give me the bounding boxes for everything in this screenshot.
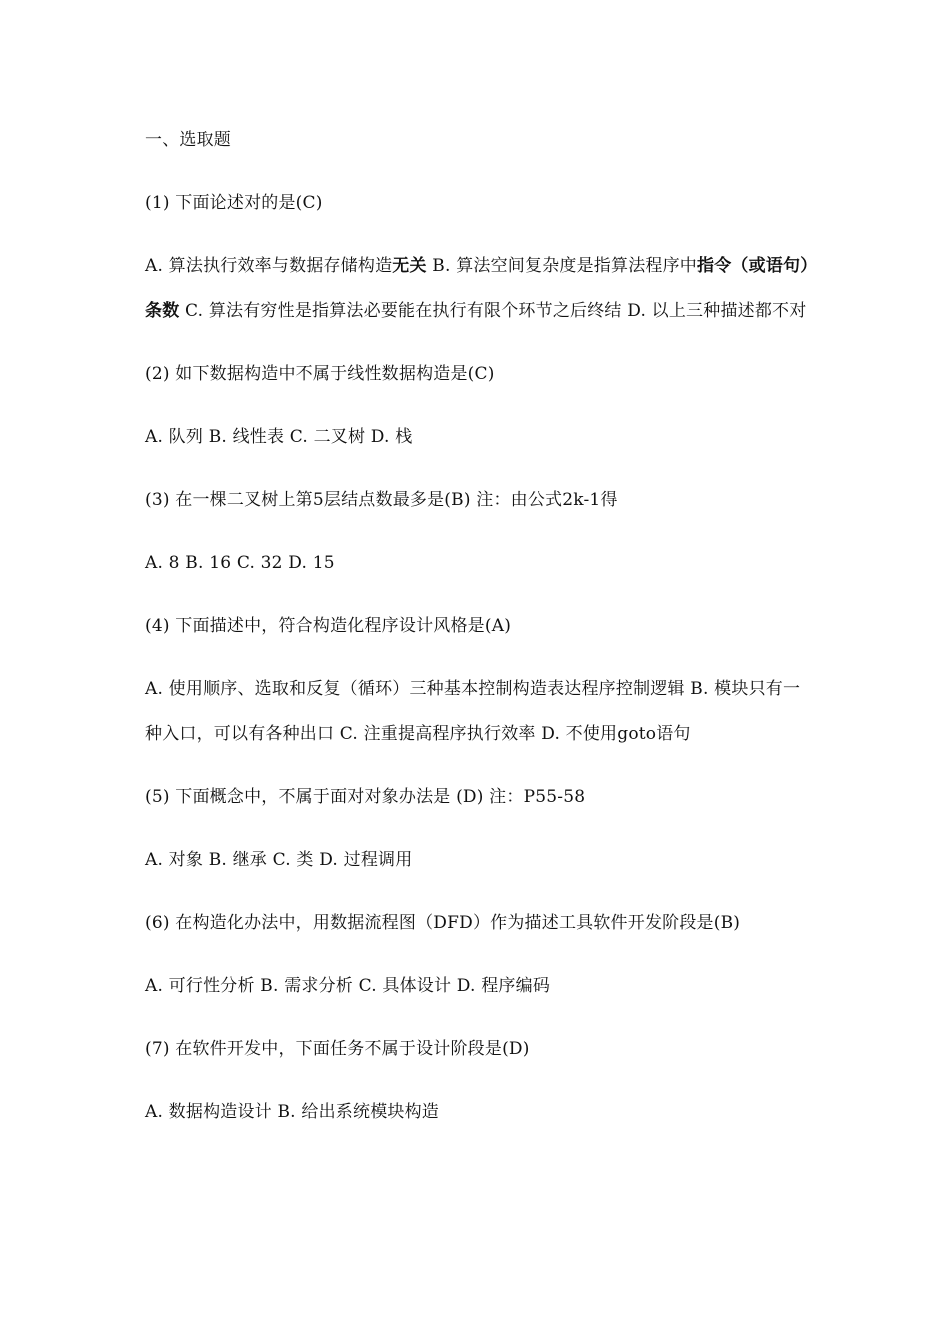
document-page: [145, 118, 810, 1153]
answer-text: B. 算法空间复杂度是指算法程序中: [426, 256, 698, 276]
question-7: (7) 在软件开发中，下面任务不属于设计阶段是(D): [145, 1039, 530, 1059]
question-3: (3) 在一棵二叉树上第5层结点数最多是(B) 注：由公式2k-1得: [145, 490, 618, 510]
section-title: 一、选取题: [145, 130, 231, 150]
answer-options-3: A. 8 B. 16 C. 32 D. 15: [145, 553, 335, 573]
question-4: (4) 下面描述中，符合构造化程序设计风格是(A): [145, 616, 512, 636]
emphasis-text: 指令（或语句）条数: [145, 256, 809, 321]
answer-options-6: A. 可行性分析 B. 需求分析 C. 具体设计 D. 程序编码: [145, 976, 551, 996]
answer-text: C. 算法有穷性是指算法必要能在执行有限个环节之后终结 D. 以上三种描述都不对: [179, 301, 807, 321]
answer-options-2: A. 队列 B. 线性表 C. 二叉树 D. 栈: [145, 427, 413, 447]
answer-options-4: A. 使用顺序、选取和反复（循环）三种基本控制构造表达程序控制逻辑 B. 模块只有一种入口，可以有各种出口 C. 注重提高程序执行效率 D. 不使用goto语句: [145, 679, 801, 744]
answer-options-7: A. 数据构造设计 B. 给出系统模块构造: [145, 1102, 439, 1122]
question-6: (6) 在构造化办法中，用数据流程图（DFD）作为描述工具软件开发阶段是(B): [145, 913, 741, 933]
question-5: (5) 下面概念中，不属于面对对象办法是 (D) 注：P55-58: [145, 787, 586, 807]
answer-text: A. 算法执行效率与数据存储构造: [145, 256, 393, 276]
question-1: (1) 下面论述对的是(C): [145, 193, 323, 213]
emphasis-text: 无关: [392, 256, 427, 276]
answer-options-5: A. 对象 B. 继承 C. 类 D. 过程调用: [145, 850, 413, 870]
answer-options-1: [145, 244, 810, 334]
question-2: (2) 如下数据构造中不属于线性数据构造是(C): [145, 364, 495, 384]
